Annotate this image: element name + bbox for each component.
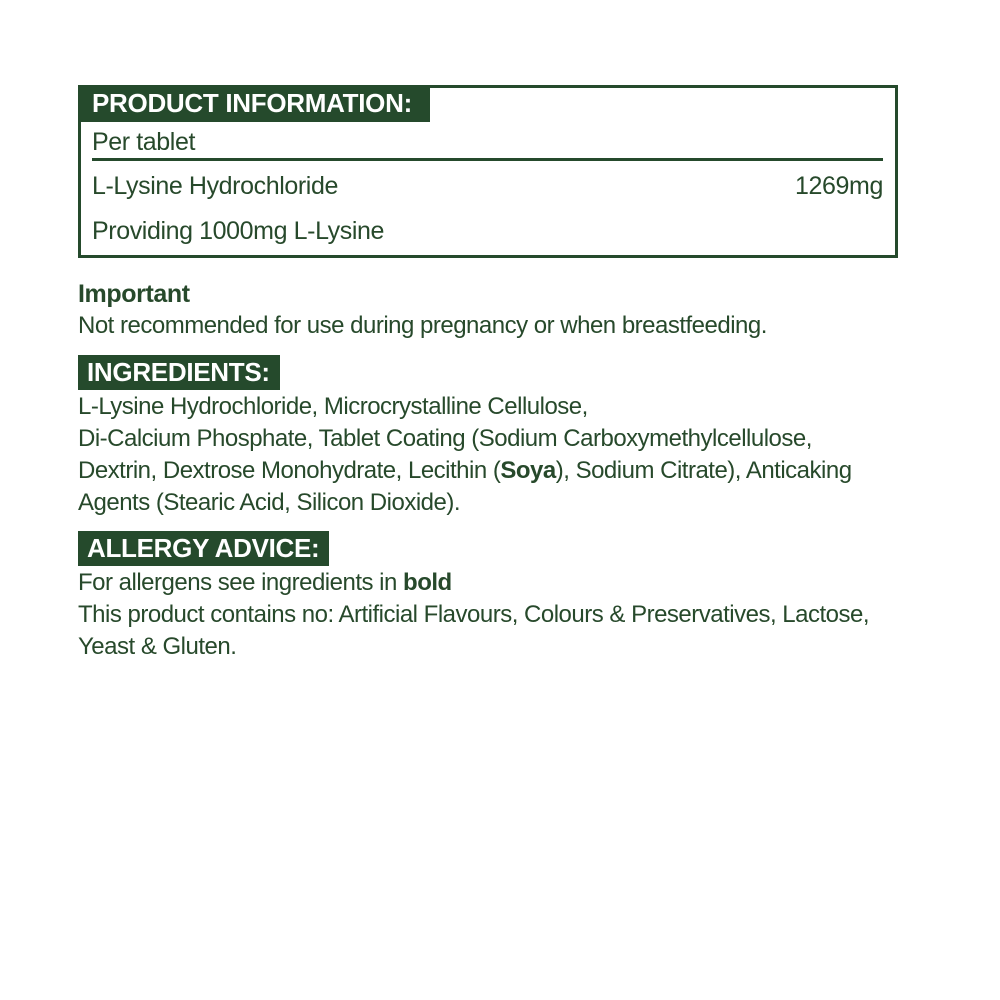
nutrient-amount: 1269mg xyxy=(795,172,883,200)
ingredients-line: Agents (Stearic Acid, Silicon Dioxide). xyxy=(78,489,461,516)
panel-divider xyxy=(92,158,883,161)
ingredients-section xyxy=(78,355,852,519)
allergy-line: Yeast & Gluten. xyxy=(78,633,237,660)
nutrient-name: L-Lysine Hydrochloride xyxy=(92,172,338,200)
nutrient-row xyxy=(92,217,883,246)
product-information-panel xyxy=(78,85,898,258)
important-text: Not recommended for use during pregnancy or when breastfeeding. xyxy=(78,312,767,339)
allergy-advice-section xyxy=(78,531,869,663)
ingredients-line: Di-Calcium Phosphate, Tablet Coating (Sodium Carboxymethylcellulose, xyxy=(78,425,812,452)
product-information-header: PRODUCT INFORMATION: xyxy=(78,85,430,122)
ingredients-header: INGREDIENTS: xyxy=(78,355,280,390)
allergy-advice-header: ALLERGY ADVICE: xyxy=(78,531,329,566)
important-section xyxy=(78,279,767,342)
bold-emphasis: bold xyxy=(403,569,452,596)
ingredients-line-text: Dextrin, Dextrose Monohydrate, Lecithin ( xyxy=(78,457,501,484)
ingredients-text xyxy=(78,391,852,519)
important-heading: Important xyxy=(78,280,190,308)
ingredients-line-text: ), Sodium Citrate), Anticaking xyxy=(555,457,852,484)
allergen-bold-soya: Soya xyxy=(500,457,556,484)
allergy-line xyxy=(78,567,869,599)
allergy-line-text: For allergens see ingredients in xyxy=(78,569,404,596)
allergy-line: This product contains no: Artificial Flavours, Colours & Preservatives, Lactose, xyxy=(78,601,870,628)
ingredients-line: L-Lysine Hydrochloride, Microcrystalline Cellulose, xyxy=(78,393,588,420)
ingredients-line xyxy=(78,455,852,487)
allergy-advice-text xyxy=(78,567,869,663)
nutrient-name: Providing 1000mg L-Lysine xyxy=(92,217,385,245)
per-tablet-label: Per tablet xyxy=(92,128,196,156)
nutrient-row xyxy=(92,172,883,201)
